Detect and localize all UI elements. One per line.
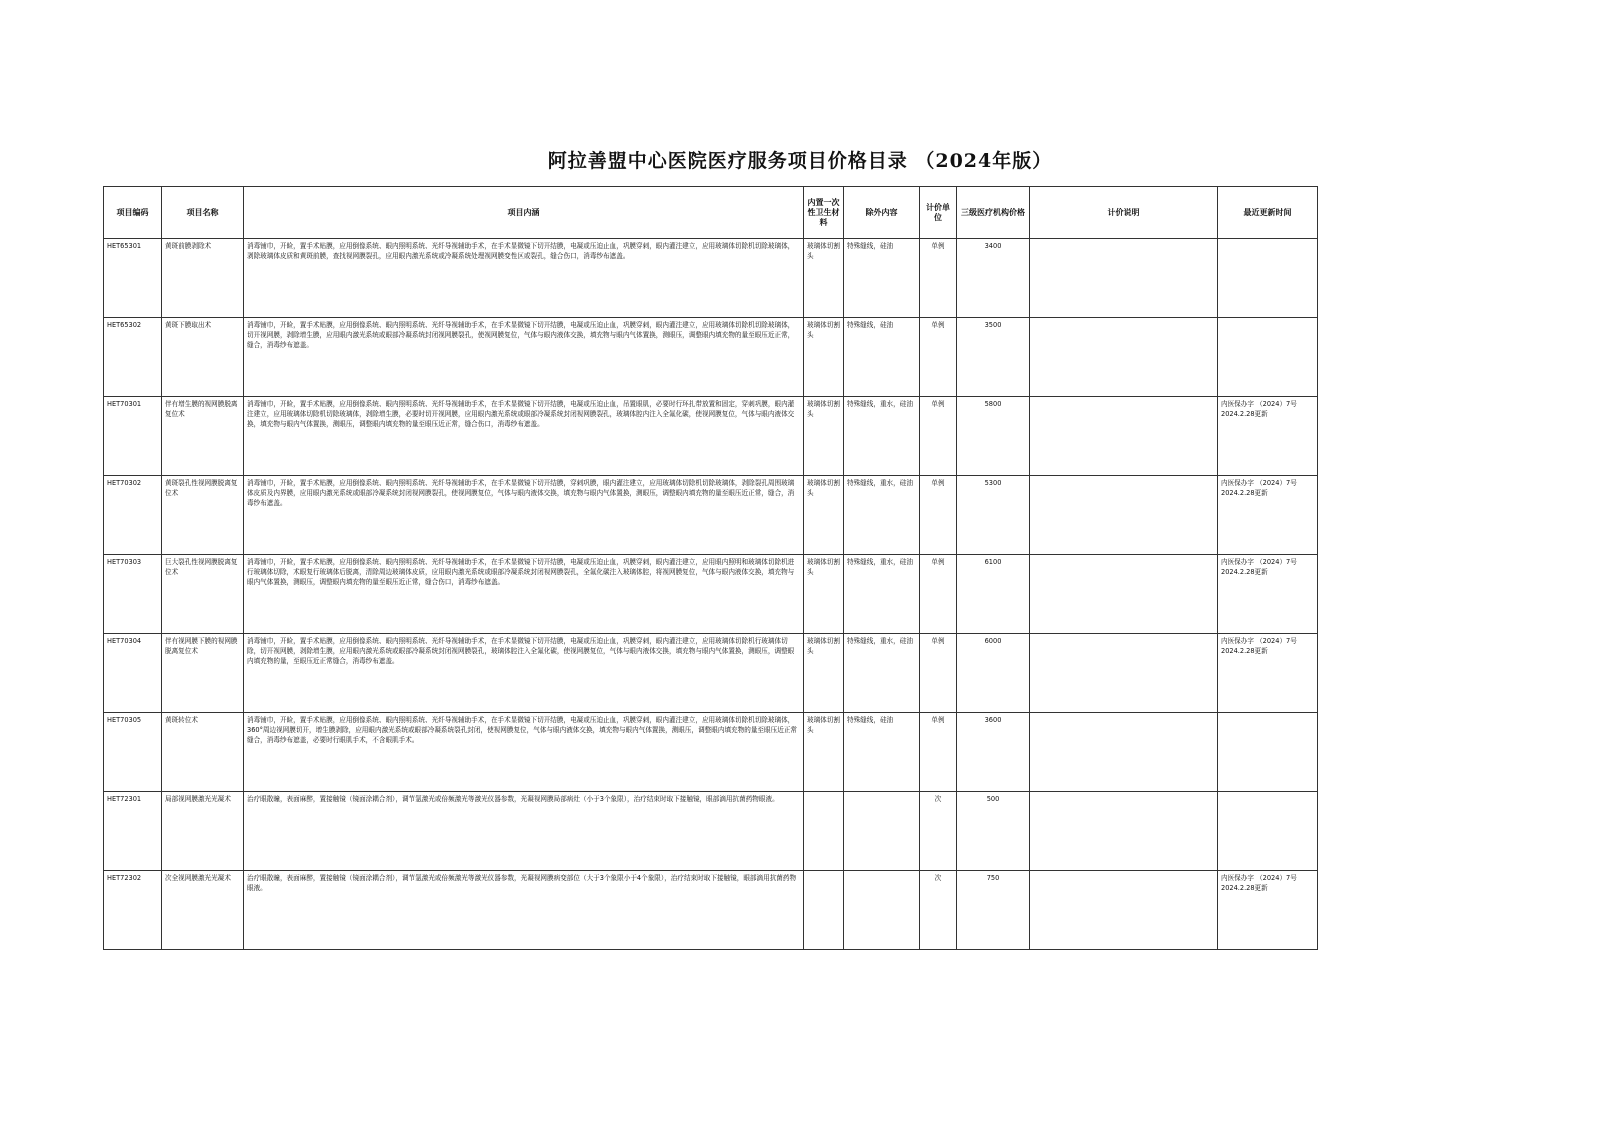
price-table bbox=[103, 186, 1318, 950]
table-row bbox=[104, 555, 1318, 634]
cell-content: 治疗眼散瞳，表面麻醉，置接触镜（镜面涂耦合剂），调节氩激光或倍频激光等激光仪器参数，光凝视网膜局部病灶（小于3个象限），治疗结束时取下接触镜，眼部滴用抗菌药物眼液。 bbox=[244, 792, 804, 871]
cell-note bbox=[1030, 634, 1218, 713]
cell-content: 消毒铺巾，开睑，置手术贴膜，应用倒像系统、眼内照明系统、光纤导视辅助手术，在手术显微镜下切开结膜，电凝或压迫止血，巩膜穿刺，眼内灌注建立，应用眼内照明和玻璃体切除机进行玻璃体切除，术眼复行玻璃体后脱离，清除周边玻璃体皮质，应用眼内激光系统或眼部冷凝系统封闭视网膜裂孔，全氟化碳注入玻璃体腔，将视网膜复位，气体与眼内液体交换，填充物与眼内气体置换，测眼压，调整眼内填充物的量至眼压近正常，缝合伤口，消毒纱布遮盖。 bbox=[244, 555, 804, 634]
cell-unit: 次 bbox=[920, 871, 957, 950]
cell-unit: 单例 bbox=[920, 555, 957, 634]
cell-update bbox=[1218, 318, 1318, 397]
cell-unit: 单例 bbox=[920, 397, 957, 476]
cell-price: 750 bbox=[957, 871, 1030, 950]
cell-price: 5300 bbox=[957, 476, 1030, 555]
cell-material: 玻璃体切割头 bbox=[804, 239, 844, 318]
header-name: 项目名称 bbox=[162, 187, 244, 239]
table-row bbox=[104, 239, 1318, 318]
cell-code: HET72302 bbox=[104, 871, 162, 950]
cell-excluded: 特殊缝线，重水，硅油 bbox=[844, 555, 920, 634]
cell-name: 次全视网膜激光光凝术 bbox=[162, 871, 244, 950]
cell-excluded bbox=[844, 792, 920, 871]
cell-material: 玻璃体切割头 bbox=[804, 476, 844, 555]
cell-code: HET70303 bbox=[104, 555, 162, 634]
header-price: 三级医疗机构价格 bbox=[957, 187, 1030, 239]
cell-update bbox=[1218, 713, 1318, 792]
cell-update: 内医保办字 （2024）7号 2024.2.28更新 bbox=[1218, 476, 1318, 555]
cell-material: 玻璃体切割头 bbox=[804, 318, 844, 397]
cell-code: HET72301 bbox=[104, 792, 162, 871]
cell-update: 内医保办字 （2024）7号 2024.2.28更新 bbox=[1218, 871, 1318, 950]
cell-update: 内医保办字 （2024）7号 2024.2.28更新 bbox=[1218, 397, 1318, 476]
table-header-row bbox=[104, 187, 1318, 239]
cell-material bbox=[804, 871, 844, 950]
cell-name: 巨大裂孔性视网膜脱离复位术 bbox=[162, 555, 244, 634]
cell-unit: 单例 bbox=[920, 318, 957, 397]
cell-excluded: 特殊缝线，重水，硅油 bbox=[844, 634, 920, 713]
cell-code: HET65302 bbox=[104, 318, 162, 397]
cell-update bbox=[1218, 792, 1318, 871]
cell-excluded: 特殊缝线，重水，硅油 bbox=[844, 476, 920, 555]
cell-code: HET70304 bbox=[104, 634, 162, 713]
header-unit: 计价单位 bbox=[920, 187, 957, 239]
cell-content: 消毒铺巾，开睑，置手术贴膜，应用倒像系统、眼内照明系统、光纤导视辅助手术，在手术显微镜下切开结膜，电凝或压迫止血，巩膜穿刺，眼内灌注建立，应用玻璃体切除机切除玻璃体，360°周边视网膜切开，增生膜剥除，应用眼内激光系统或眼部冷凝系统裂孔封闭，使视网膜复位，气体与眼内液体交换，填充物与眼内气体置换，测眼压，调整眼内填充物的量至眼压近正常缝合，消毒纱布遮盖，必要时行眼肌手术，不含眼肌手术。 bbox=[244, 713, 804, 792]
cell-price: 500 bbox=[957, 792, 1030, 871]
cell-price: 3600 bbox=[957, 713, 1030, 792]
table-row bbox=[104, 397, 1318, 476]
table-row bbox=[104, 713, 1318, 792]
cell-excluded: 特殊缝线，硅油 bbox=[844, 239, 920, 318]
cell-unit: 单例 bbox=[920, 713, 957, 792]
cell-price: 3500 bbox=[957, 318, 1030, 397]
cell-content: 消毒铺巾，开睑，置手术贴膜，应用倒像系统、眼内照明系统、光纤导视辅助手术，在手术显微镜下切开结膜，电凝或压迫止血，巩膜穿刺，眼内灌注建立，应用玻璃体切除机切除玻璃体，剥除玻璃体皮质和黄斑前膜，查找视网膜裂孔，应用眼内激光系统或冷凝系统处理视网膜变性区或裂孔，缝合伤口，消毒纱布遮盖。 bbox=[244, 239, 804, 318]
cell-material: 玻璃体切割头 bbox=[804, 634, 844, 713]
header-update: 最近更新时间 bbox=[1218, 187, 1318, 239]
cell-note bbox=[1030, 555, 1218, 634]
cell-update: 内医保办字 （2024）7号 2024.2.28更新 bbox=[1218, 555, 1318, 634]
cell-name: 伴有增生膜的视网膜脱离复位术 bbox=[162, 397, 244, 476]
page-title: 阿拉善盟中心医院医疗服务项目价格目录 （2024年版） bbox=[547, 150, 1053, 172]
cell-note bbox=[1030, 239, 1218, 318]
table-row bbox=[104, 792, 1318, 871]
cell-update bbox=[1218, 239, 1318, 318]
cell-unit: 单例 bbox=[920, 239, 957, 318]
cell-price: 5800 bbox=[957, 397, 1030, 476]
header-content: 项目内涵 bbox=[244, 187, 804, 239]
cell-unit: 次 bbox=[920, 792, 957, 871]
cell-note bbox=[1030, 318, 1218, 397]
cell-price: 3400 bbox=[957, 239, 1030, 318]
cell-unit: 单例 bbox=[920, 634, 957, 713]
cell-note bbox=[1030, 871, 1218, 950]
cell-content: 消毒铺巾，开睑，置手术贴膜，应用倒像系统、眼内照明系统、光纤导视辅助手术，在手术显微镜下切开结膜，电凝或压迫止血，巩膜穿刺，眼内灌注建立，应用玻璃体切除机行玻璃体切除，切开视网膜，剥除增生膜，应用眼内激光系统或眼部冷凝系统封闭视网膜裂孔，玻璃体腔注入全氟化碳，使视网膜复位，气体与眼内液体交换，填充物与眼内气体置换，测眼压，调整眼内填充物的量，至眼压近正常缝合，消毒纱布遮盖。 bbox=[244, 634, 804, 713]
cell-excluded: 特殊缝线，硅油 bbox=[844, 318, 920, 397]
table-row bbox=[104, 476, 1318, 555]
header-excluded: 除外内容 bbox=[844, 187, 920, 239]
table-row bbox=[104, 634, 1318, 713]
cell-price: 6000 bbox=[957, 634, 1030, 713]
header-note: 计价说明 bbox=[1030, 187, 1218, 239]
cell-note bbox=[1030, 792, 1218, 871]
cell-code: HET70302 bbox=[104, 476, 162, 555]
cell-content: 消毒铺巾，开睑，置手术贴膜，应用倒像系统、眼内照明系统、光纤导视辅助手术，在手术显微镜下切开结膜，电凝或压迫止血，吊置眼肌，必要时行环扎带放置和固定，穿刺巩膜，眼内灌注建立，应用玻璃体切除机切除玻璃体，剥除增生膜，必要时切开视网膜，应用眼内激光系统或眼部冷凝系统封闭视网膜裂孔，玻璃体腔内注入全氟化碳，使视网膜复位，气体与眼内液体交换，填充物与眼内气体置换，测眼压，调整眼内填充物的量至眼压近正常，缝合伤口，消毒纱布遮盖。 bbox=[244, 397, 804, 476]
cell-code: HET70305 bbox=[104, 713, 162, 792]
cell-excluded bbox=[844, 871, 920, 950]
cell-update: 内医保办字 （2024）7号 2024.2.28更新 bbox=[1218, 634, 1318, 713]
cell-name: 黄斑转位术 bbox=[162, 713, 244, 792]
cell-name: 黄斑裂孔性视网膜脱离复位术 bbox=[162, 476, 244, 555]
cell-code: HET70301 bbox=[104, 397, 162, 476]
cell-excluded: 特殊缝线，硅油 bbox=[844, 713, 920, 792]
cell-price: 6100 bbox=[957, 555, 1030, 634]
cell-name: 局部视网膜激光光凝术 bbox=[162, 792, 244, 871]
cell-note bbox=[1030, 476, 1218, 555]
cell-content: 消毒铺巾，开睑，置手术贴膜，应用倒像系统、眼内照明系统、光纤导视辅助手术，在手术显微镜下切开结膜，电凝或压迫止血，巩膜穿刺，眼内灌注建立，应用玻璃体切除机切除玻璃体，切开视网膜，剥除增生膜，应用眼内激光系统或眼部冷凝系统封闭视网膜裂孔，使视网膜复位，气体与眼内液体交换，填充物与眼内气体置换，测眼压，调整眼内填充物的量至眼压近正常，缝合，消毒纱布遮盖。 bbox=[244, 318, 804, 397]
cell-unit: 单例 bbox=[920, 476, 957, 555]
cell-note bbox=[1030, 713, 1218, 792]
cell-name: 伴有视网膜下膜的视网膜脱离复位术 bbox=[162, 634, 244, 713]
cell-code: HET65301 bbox=[104, 239, 162, 318]
table-row bbox=[104, 318, 1318, 397]
header-material: 内置一次性卫生材料 bbox=[804, 187, 844, 239]
cell-note bbox=[1030, 397, 1218, 476]
cell-material bbox=[804, 792, 844, 871]
cell-material: 玻璃体切割头 bbox=[804, 397, 844, 476]
cell-material: 玻璃体切割头 bbox=[804, 713, 844, 792]
cell-material: 玻璃体切割头 bbox=[804, 555, 844, 634]
header-code: 项目编码 bbox=[104, 187, 162, 239]
cell-name: 黄斑下膜取出术 bbox=[162, 318, 244, 397]
cell-content: 治疗眼散瞳，表面麻醉，置接触镜（镜面涂耦合剂），调节氩激光或倍频激光等激光仪器参数，光凝视网膜病变部位（大于3个象限小于4个象限），治疗结束时取下接触镜，眼部滴用抗菌药物眼液。 bbox=[244, 871, 804, 950]
table-row bbox=[104, 871, 1318, 950]
cell-content: 消毒铺巾，开睑，置手术贴膜，应用倒像系统、眼内照明系统、光纤导视辅助手术，在手术显微镜下切开结膜，穿刺巩膜，眼内灌注建立，应用玻璃体切除机切除玻璃体，剥除裂孔周围玻璃体皮质及内界膜，应用眼内激光系统或眼部冷凝系统封闭视网膜裂孔，使视网膜复位，气体与眼内液体交换，填充物与眼内气体置换，测眼压，调整眼内填充物的量至眼压近正常，缝合，消毒纱布遮盖。 bbox=[244, 476, 804, 555]
cell-excluded: 特殊缝线，重水，硅油 bbox=[844, 397, 920, 476]
cell-name: 黄斑前膜剥除术 bbox=[162, 239, 244, 318]
